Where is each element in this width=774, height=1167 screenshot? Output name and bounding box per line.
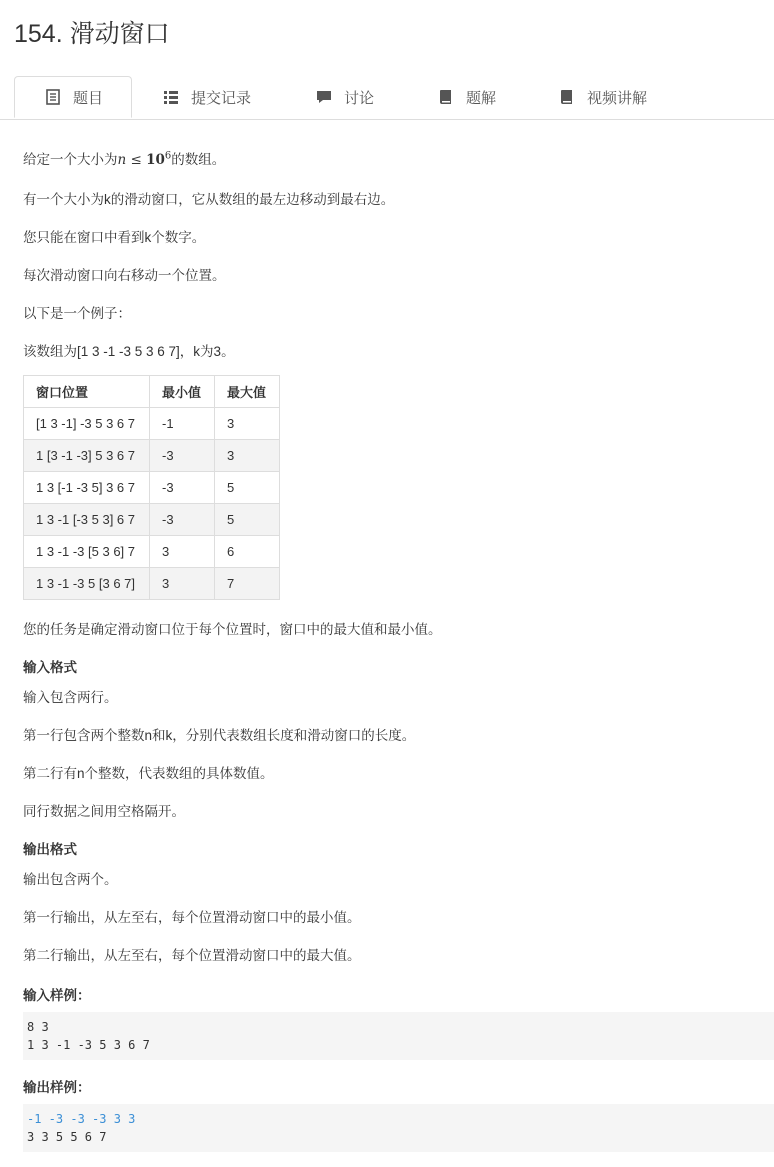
table-row	[24, 568, 280, 600]
code-line: 1 3 -1 -3 5 3 6 7	[27, 1038, 150, 1052]
list-icon	[163, 89, 179, 105]
sample-output-code	[23, 1104, 774, 1152]
tab-bar	[0, 76, 774, 120]
tab-label: 讨论	[344, 89, 375, 107]
tab-video[interactable]	[559, 76, 647, 118]
table-cell: 6	[215, 536, 280, 568]
book-icon	[438, 89, 454, 105]
input-format-line: 同行数据之间用空格隔开。	[23, 804, 185, 819]
table-cell: -3	[150, 440, 215, 472]
table-cell: 3	[215, 440, 280, 472]
math-expression: $n \le 10^6$	[117, 150, 172, 168]
sample-output-heading: 输出样例：	[23, 1080, 91, 1095]
table-row	[24, 408, 280, 440]
description-line: 每次滑动窗口向右移动一个位置。	[23, 268, 226, 283]
sample-input-heading: 输入样例：	[23, 988, 91, 1003]
book-icon	[559, 89, 575, 105]
description-line: 您只能在窗口中看到k个数字。	[23, 230, 206, 245]
output-format-line: 输出包含两个。	[23, 872, 118, 887]
table-cell: 1 3 -1 -3 [5 3 6] 7	[24, 536, 150, 568]
description-line: 该数组为[1 3 -1 -3 5 3 6 7]，k为3。	[23, 344, 235, 359]
table-cell: -1	[150, 408, 215, 440]
output-format-line: 第二行输出，从左至右，每个位置滑动窗口中的最大值。	[23, 948, 361, 963]
table-cell: 5	[215, 504, 280, 536]
code-line: -1 -3 -3 -3 3 3	[27, 1112, 136, 1126]
output-format-heading: 输出格式	[23, 842, 77, 857]
document-icon	[45, 89, 61, 105]
table-row	[24, 536, 280, 568]
table-cell: [1 3 -1] -3 5 3 6 7	[24, 408, 150, 440]
input-format-line: 第二行有n个整数，代表数组的具体数值。	[23, 766, 274, 781]
tab-solutions[interactable]	[438, 76, 496, 118]
description-line: 您的任务是确定滑动窗口位于每个位置时，窗口中的最大值和最小值。	[23, 622, 442, 637]
table-cell: -3	[150, 472, 215, 504]
table-row	[24, 440, 280, 472]
comment-icon	[316, 89, 332, 105]
output-format-line: 第一行输出，从左至右，每个位置滑动窗口中的最小值。	[23, 910, 361, 925]
code-line: 3 3 5 5 6 7	[27, 1130, 107, 1144]
tab-problem[interactable]	[14, 76, 132, 118]
tab-discussion[interactable]	[316, 76, 374, 118]
sample-input-code	[23, 1012, 774, 1060]
table-row	[24, 472, 280, 504]
tab-label: 题解	[466, 89, 497, 107]
tab-label: 题目	[73, 89, 104, 107]
tab-label: 提交记录	[191, 89, 252, 107]
description-line: 给定一个大小为$n \le 10^6$的数组。	[23, 150, 226, 168]
column-header: 最小值	[150, 376, 215, 408]
description-line: 以下是一个例子：	[23, 306, 131, 321]
table-cell: 1 3 -1 -3 5 [3 6 7]	[24, 568, 150, 600]
table-header-row	[24, 376, 280, 408]
tab-label: 视频讲解	[587, 89, 648, 107]
code-line: 8 3	[27, 1020, 49, 1034]
table-cell: -3	[150, 504, 215, 536]
example-table	[23, 375, 280, 600]
table-cell: 3	[215, 408, 280, 440]
input-format-heading: 输入格式	[23, 660, 77, 675]
table-cell: 3	[150, 568, 215, 600]
table-cell: 7	[215, 568, 280, 600]
table-cell: 3	[150, 536, 215, 568]
column-header: 窗口位置	[24, 376, 150, 408]
column-header: 最大值	[215, 376, 280, 408]
description-line: 有一个大小为k的滑动窗口，它从数组的最左边移动到最右边。	[23, 192, 395, 207]
table-cell: 5	[215, 472, 280, 504]
table-cell: 1 3 [-1 -3 5] 3 6 7	[24, 472, 150, 504]
tab-submissions[interactable]	[163, 76, 251, 118]
page-title: 154. 滑动窗口	[14, 20, 170, 48]
input-format-line: 输入包含两行。	[23, 690, 118, 705]
table-row	[24, 504, 280, 536]
input-format-line: 第一行包含两个整数n和k，分别代表数组长度和滑动窗口的长度。	[23, 728, 416, 743]
table-cell: 1 [3 -1 -3] 5 3 6 7	[24, 440, 150, 472]
table-cell: 1 3 -1 [-3 5 3] 6 7	[24, 504, 150, 536]
